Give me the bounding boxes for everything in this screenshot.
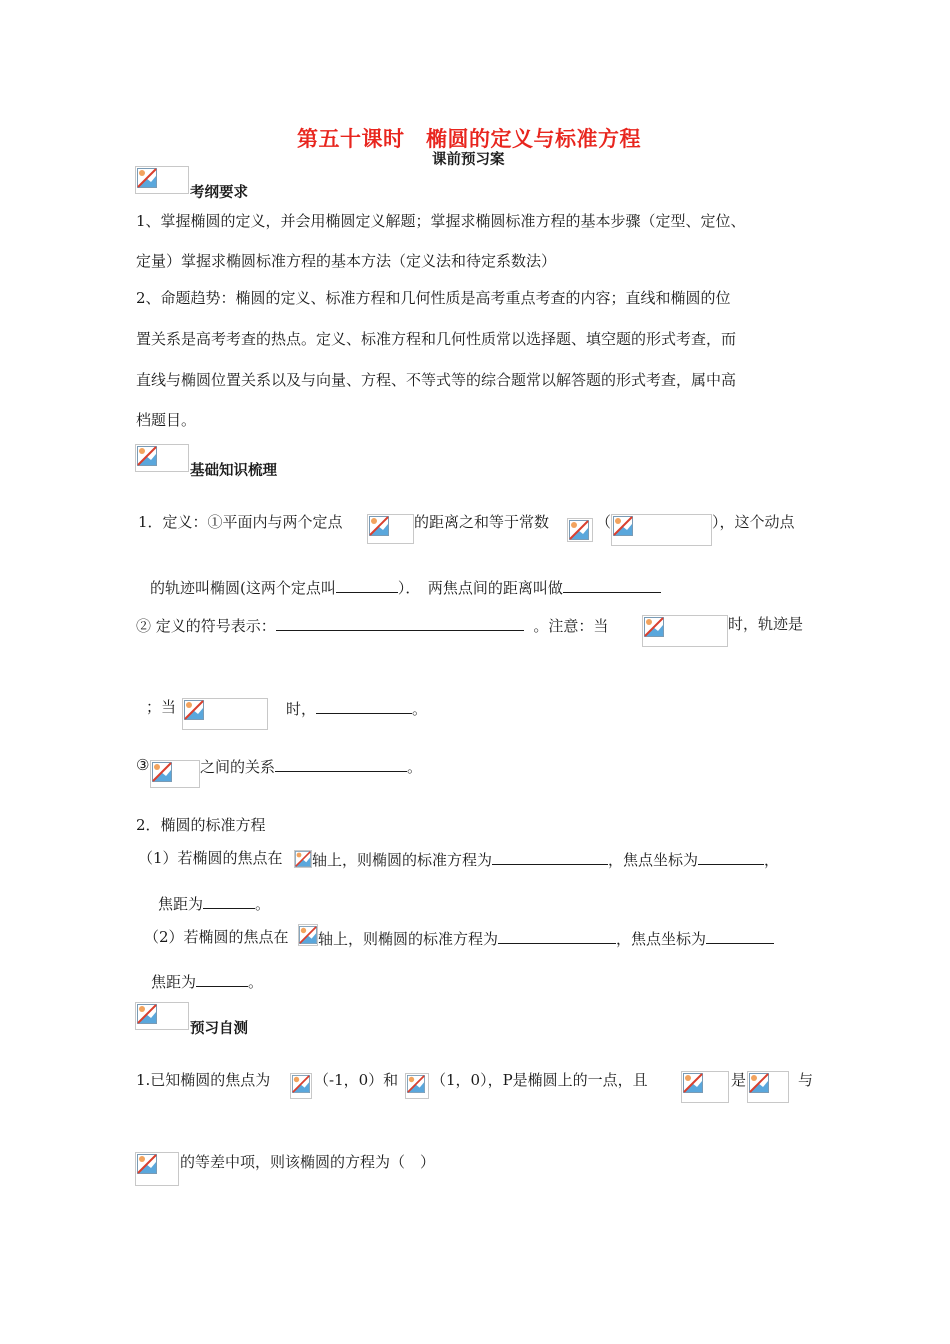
fill-blank[interactable] xyxy=(275,755,407,772)
broken-image-icon xyxy=(613,516,633,536)
fill-blank[interactable] xyxy=(698,848,764,865)
fill-blank[interactable] xyxy=(203,892,255,909)
when-text xyxy=(286,697,427,719)
broken-image-icon xyxy=(407,1075,425,1093)
broken-image-icon xyxy=(299,926,317,944)
definition-text: 的距离之和等于常数 xyxy=(414,513,550,531)
broken-image-icon xyxy=(292,1075,310,1093)
broken-image-icon xyxy=(137,1004,157,1024)
broken-image-icon xyxy=(137,1154,157,1174)
fill-blank[interactable] xyxy=(492,848,608,865)
page-title: 第五十课时 椭圆的定义与标准方程 xyxy=(297,127,641,151)
formula-image-placeholder xyxy=(747,1071,789,1103)
std1-label: ，焦点坐标为 xyxy=(608,851,699,869)
formula-image-placeholder xyxy=(681,1071,729,1103)
formula-image-placeholder xyxy=(135,1152,179,1186)
question-text: 1.已知椭圆的焦点为 xyxy=(136,1071,271,1089)
broken-image-icon xyxy=(152,762,172,782)
std2-label: ，焦点坐标为 xyxy=(616,930,707,948)
when-text: ；当 xyxy=(146,698,177,716)
definition-text: 的轨迹叫椭圆(这两个定点叫 xyxy=(150,579,336,597)
fill-blank[interactable] xyxy=(316,697,412,714)
fill-blank[interactable] xyxy=(563,576,661,593)
std1-text xyxy=(312,848,779,870)
formula-image-placeholder xyxy=(567,518,593,542)
std1-text: （1）若椭圆的焦点在 xyxy=(138,849,283,867)
formula-image-placeholder xyxy=(290,1073,312,1099)
formula-image-placeholder xyxy=(150,760,200,788)
question-text: 的等差中项，则该椭圆的方程为（ ） xyxy=(180,1153,436,1171)
definition-text: （ xyxy=(596,513,612,531)
fill-blank[interactable] xyxy=(336,576,398,593)
definition-text: ）． 两焦点间的距离叫做 xyxy=(397,579,563,597)
std1-label: ， xyxy=(764,851,780,869)
formula-image-placeholder xyxy=(611,514,712,546)
fill-blank[interactable] xyxy=(706,927,774,944)
definition-text: ），这个动点 xyxy=(712,513,795,531)
std2-focal xyxy=(151,970,263,992)
fill-blank[interactable] xyxy=(276,614,524,631)
paragraph-line: 1、掌握椭圆的定义，并会用椭圆定义解题；掌握求椭圆标准方程的基本步骤（定型、定位、 xyxy=(136,212,746,230)
question-text: （1，0），P是椭圆上的一点，且 xyxy=(431,1071,648,1089)
relation-label: 之间的关系 xyxy=(200,758,276,776)
question-text: 是 xyxy=(731,1071,747,1089)
broken-image-icon xyxy=(644,617,664,637)
formula-image-placeholder xyxy=(298,924,318,946)
std2-text xyxy=(318,927,774,949)
std1-label: 。 xyxy=(255,895,271,913)
section-heading-knowledge: 基础知识梳理 xyxy=(190,463,277,479)
paragraph-line: 置关系是高考考查的热点。定义、标准方程和几何性质常以选择题、填空题的形式考查，而 xyxy=(136,330,737,348)
paragraph-line: 2、命题趋势：椭圆的定义、标准方程和几何性质是高考重点考查的内容；直线和椭圆的位 xyxy=(136,289,731,307)
std1-focal xyxy=(158,892,270,914)
definition-text: 1．定义：①平面内与两个定点 xyxy=(138,513,343,531)
relation-text xyxy=(200,755,422,777)
section-heading-requirements: 考纲要求 xyxy=(190,185,248,201)
paragraph-line: 档题目。 xyxy=(136,411,197,429)
broken-image-icon xyxy=(137,168,157,188)
formula-image-placeholder xyxy=(182,698,268,730)
when-label: 时， xyxy=(286,700,317,718)
symbol-label: 。注意：当 xyxy=(533,617,609,635)
section-icon-placeholder xyxy=(135,1002,189,1030)
section-heading-selftest: 预习自测 xyxy=(190,1021,248,1037)
relation-label: 。 xyxy=(407,758,423,776)
std2-label: 轴上，则椭圆的标准方程为 xyxy=(318,930,499,948)
section-icon-placeholder xyxy=(135,166,189,194)
formula-image-placeholder xyxy=(405,1073,429,1099)
broken-image-icon xyxy=(569,520,589,540)
question-text: （-1，0）和 xyxy=(314,1071,399,1089)
symbol-label: ② 定义的符号表示： xyxy=(136,617,276,635)
question-text: 与 xyxy=(798,1071,814,1089)
symbol-text: 时，轨迹是 xyxy=(728,615,804,633)
std2-label: 焦距为 xyxy=(151,973,197,991)
standard-title: 2．椭圆的标准方程 xyxy=(136,816,266,834)
page-subtitle: 课前预习案 xyxy=(432,152,505,168)
broken-image-icon xyxy=(749,1073,769,1093)
broken-image-icon xyxy=(369,516,389,536)
paragraph-line: 定量）掌握求椭圆标准方程的基本方法（定义法和待定系数法） xyxy=(136,252,557,270)
formula-image-placeholder xyxy=(367,514,414,544)
paragraph-line: 直线与椭圆位置关系以及与向量、方程、不等式等的综合题常以解答题的形式考查，属中高 xyxy=(136,371,737,389)
broken-image-icon xyxy=(683,1073,703,1093)
fill-blank[interactable] xyxy=(498,927,616,944)
section-icon-placeholder xyxy=(135,444,189,472)
broken-image-icon xyxy=(295,851,311,867)
broken-image-icon xyxy=(184,700,204,720)
std1-label: 轴上，则椭圆的标准方程为 xyxy=(312,851,493,869)
definition-text xyxy=(150,576,661,598)
fill-blank[interactable] xyxy=(196,970,248,987)
broken-image-icon xyxy=(137,446,157,466)
std2-label: 。 xyxy=(248,973,264,991)
formula-image-placeholder xyxy=(642,615,728,647)
when-label: 。 xyxy=(412,700,428,718)
std1-label: 焦距为 xyxy=(158,895,204,913)
std2-text: （2）若椭圆的焦点在 xyxy=(144,928,289,946)
relation-marker: ③ xyxy=(136,756,150,774)
symbol-text xyxy=(136,614,608,636)
formula-image-placeholder xyxy=(294,850,312,868)
